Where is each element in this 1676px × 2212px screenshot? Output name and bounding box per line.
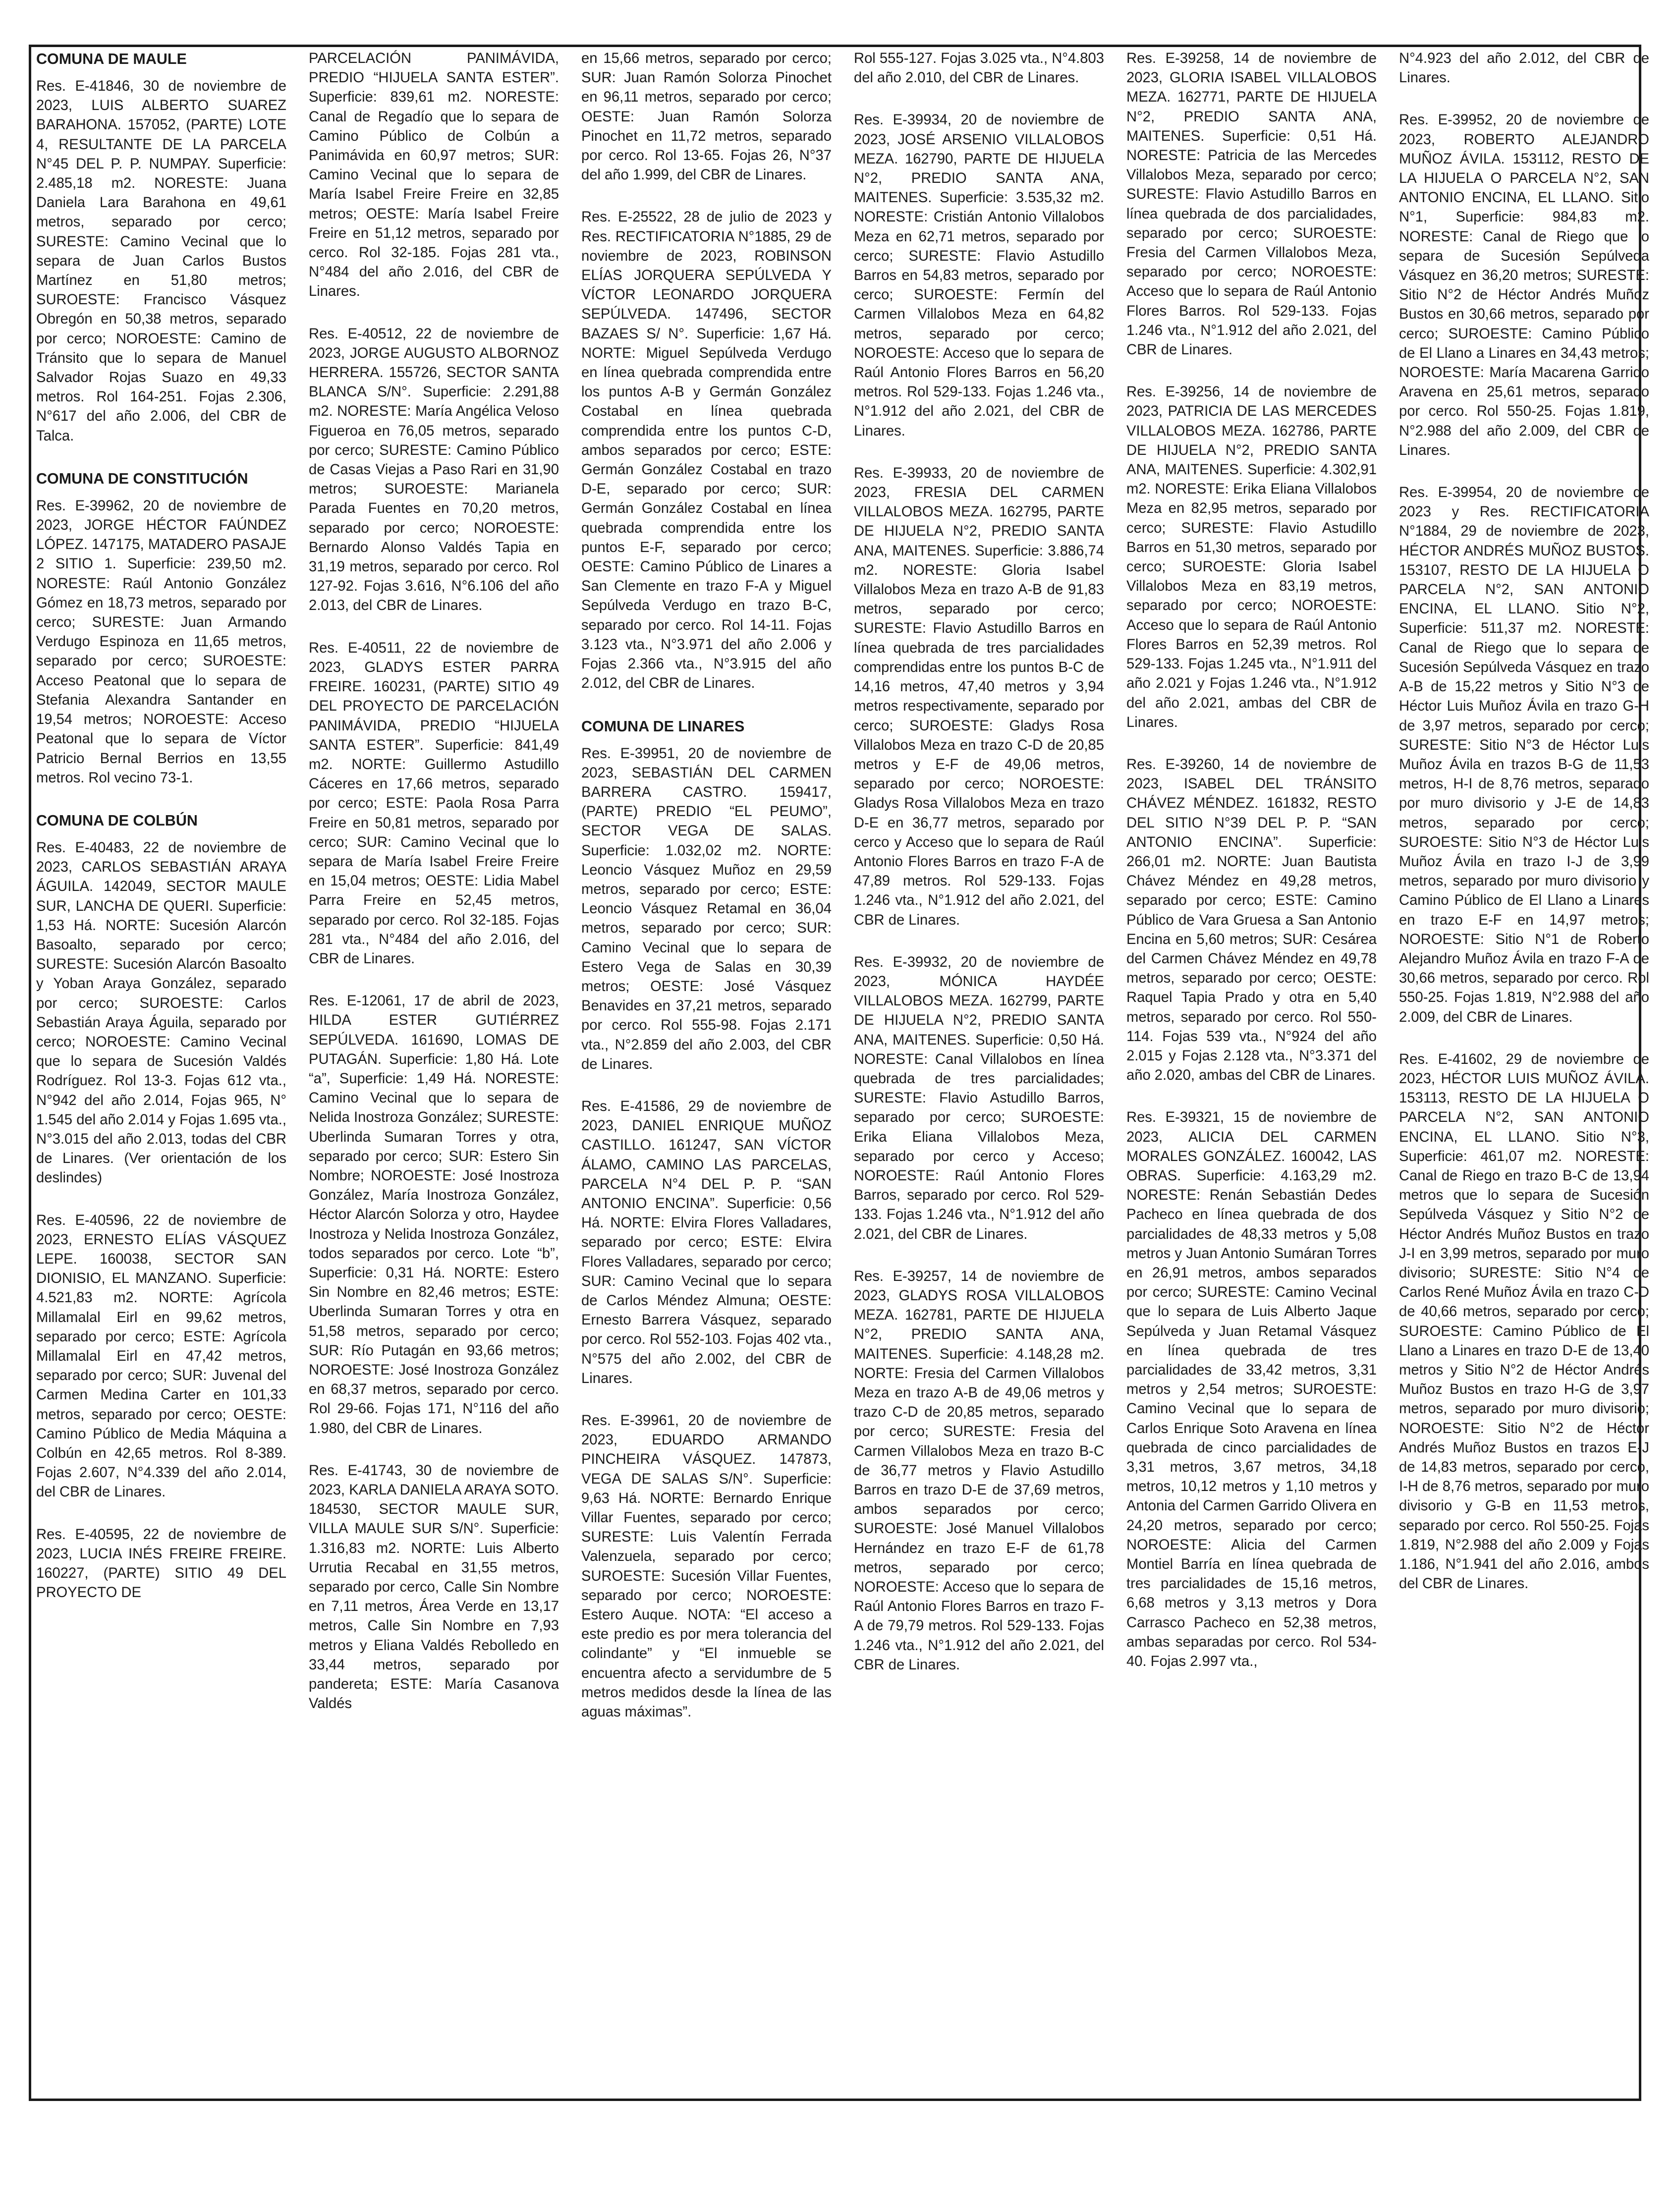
- column-5: [1126, 49, 1377, 2099]
- notice-entry: Res. E-40483, 22 de noviembre de 2023, CARLOS SEBASTIÁN ARAYA ÁGUILA. 142049, SECTOR MAULE SUR, LANCHA DE QUERI. Superficie: 1,53 Há. NORTE: Sucesión Alarcón Basoalto, separado por cerco; SURESTE: Sucesión Alarcón Basoalto y Yoban Araya González, separado por cerco; SUROESTE: Carlos Sebastián Araya Águila, separado por cerco; NOROESTE: Camino Vecinal que lo separa de Sucesión Valdés Rodríguez. Rol 13-3. Fojas 612 vta., N°942 del año 2.014, Fojas 965, N° 1.545 del año 2.014 y Fojas 1.695 vta., N°3.015 del año 2.013, todas del CBR de Linares. (Ver orientación de los deslindes): [36, 839, 286, 1186]
- notice-entry: Res. E-39932, 20 de noviembre de 2023, MÓNICA HAYDÉE VILLALOBOS MEZA. 162799, PARTE DE HIJUELA N°2, PREDIO SANTA ANA, MAITENES. Superficie: 0,50 Há. NORESTE: Canal Villalobos en línea quebrada de tres parcialidades; SURESTE: Flavio Astudillo Barros, separado por cerco; SUROESTE: Erika Eliana Villalobos Meza, separado por cerco y Acceso; NOROESTE: Raúl Antonio Flores Barros, separado por cerco. Rol 529-133. Fojas 1.246 vta., N°1.912 del año 2.021, del CBR de Linares.: [854, 954, 1104, 1242]
- column-4: [854, 49, 1104, 2099]
- notice-entry: Res. E-39952, 20 de noviembre de 2023, ROBERTO ALEJANDRO MUÑOZ ÁVILA. 153112, RESTO DE LA HIJUELA O PARCELA N°2, SAN ANTONIO ENCINA, EL LLANO. Sitio N°1, Superficie: 984,83 m2. NORESTE: Canal de Riego que lo separa de Sucesión Sepúlveda Vásquez en 36,20 metros; SURESTE: Sitio N°2 de Héctor Andrés Muñoz Bustos en 30,66 metros, separado por cerco; SUROESTE: Camino Público de El Llano a Linares en 34,43 metros; NOROESTE: María Macarena Garrido Aravena en 25,61 metros, separado por cerco. Rol 550-25. Fojas 1.819, N°2.988 del año 2.009, del CBR de Linares.: [1399, 112, 1649, 458]
- notice-entry: Res. E-39260, 14 de noviembre de 2023, ISABEL DEL TRÁNSITO CHÁVEZ MÉNDEZ. 161832, RESTO DEL SITIO N°39 DEL P. P. “SAN ANTONIO ENCINA”. Superficie: 266,01 m2. NORTE: Juan Bautista Chávez Méndez en 49,28 metros, separado por cerco; ESTE: Camino Público de Vara Gruesa a San Antonio Encina en 5,60 metros; SUR: Cesárea del Carmen Chávez Méndez en 49,78 metros, separado por cerco; OESTE: Raquel Tapia Prado y otra en 5,40 metros, separado por cerco. Rol 550-114. Fojas 539 vta., N°924 del año 2.015 y Fojas 2.128 vta., N°3.371 del año 2.020, ambas del CBR de Linares.: [1126, 756, 1377, 1084]
- notice-entry: Res. E-41743, 30 de noviembre de 2023, KARLA DANIELA ARAYA SOTO. 184530, SECTOR MAULE SUR, VILLA MAULE SUR S/N°. Superficie: 1.316,83 m2. NORTE: Luis Alberto Urrutia Recabal en 31,55 metros, separado por cerco, Calle Sin Nombre en 7,11 metros, Área Verde en 13,17 metros, Calle Sin Nombre en 7,93 metros y Eliana Valdés Rebolledo en 33,44 metros, separado por pandereta; ESTE: María Casanova Valdés: [309, 1462, 559, 1712]
- notice-entry: Res. E-40512, 22 de noviembre de 2023, JORGE AUGUSTO ALBORNOZ HERRERA. 155726, SECTOR SANTA BLANCA S/N°. Superficie: 2.291,88 m2. NORESTE: María Angélica Veloso Figueroa en 76,05 metros, separado por cerco; SURESTE: Camino Público de Casas Viejas a Paso Rari en 31,90 metros; SUROESTE: Marianela Parada Fuentes en 70,20 metros, separado por cerco; NOROESTE: Bernardo Alonso Valdés Tapia en 31,19 metros, separado por cerco. Rol 127-92. Fojas 3.616, N°6.106 del año 2.013, del CBR de Linares.: [309, 326, 559, 614]
- notice-entry: Res. E-25522, 28 de julio de 2023 y Res. RECTIFICATORIA N°1885, 29 de noviembre de 2023, ROBINSON ELÍAS JORQUERA SEPÚLVEDA Y VÍCTOR LEONARDO JORQUERA SEPÚLVEDA. 147496, SECTOR BAZAES S/ N°. Superficie: 1,67 Há. NORTE: Miguel Sepúlveda Verdugo en línea quebrada comprendida entre los puntos A-B y Germán González Costabal en línea quebrada comprendida entre los puntos C-D, ambos separados por cerco; ESTE: Germán González Costabal en trazo D-E, separado por cerco; SUR: Germán González Costabal en línea quebrada comprendida entre los puntos E-F, separado por cerco; OESTE: Camino Público de Linares a San Clemente en trazo F-A y Miguel Sepúlveda Verdugo en trazo B-C, separado por cerco. Rol 14-11. Fojas 3.123 vta., N°3.971 del año 2.006 y Fojas 2.366 vta., N°3.915 del año 2.012, del CBR de Linares.: [581, 209, 832, 692]
- notice-entry: Res. E-39933, 20 de noviembre de 2023, FRESIA DEL CARMEN VILLALOBOS MEZA. 162795, PARTE DE HIJUELA N°2, PREDIO SANTA ANA, MAITENES. Superficie: 3.886,74 m2. NORESTE: Gloria Isabel Villalobos Meza en trazo A-B de 91,83 metros, separado por cerco; SURESTE: Flavio Astudillo Barros en línea quebrada de tres parcialidades comprendidas entre los puntos B-C de 14,16 metros, 47,40 metros y 3,94 metros respectivamente, separado por cerco; SUROESTE: Gladys Rosa Villalobos Meza en trazo C-D de 20,85 metros y E-F de 49,06 metros, separado por cerco; NOROESTE: Gladys Rosa Villalobos Meza en trazo D-E en 36,77 metros, separado por cerco y Acceso que lo separa de Raúl Antonio Flores Barros en trazo F-A de 47,89 metros. Rol 529-133. Fojas 1.246 vta., N°1.912 del año 2.021, del CBR de Linares.: [854, 465, 1104, 928]
- notice-entry: Res. E-41602, 29 de noviembre de 2023, HÉCTOR LUIS MUÑOZ ÁVILA. 153113, RESTO DE LA HIJUELA O PARCELA N°2, SAN ANTONIO ENCINA, EL LLANO. Sitio N°3, Superficie: 461,07 m2. NORESTE: Canal de Riego en trazo B-C de 13,94 metros que lo separa de Sucesión Sepúlveda Vásquez y Sitio N°2 de Héctor Andrés Muñoz Bustos en trazo J-I en 3,99 metros, separado por muro divisorio; SURESTE: Sitio N°4 de Carlos René Muñoz Ávila en trazo C-D de 40,66 metros, separado por cerco; SUROESTE: Camino Público de El Llano a Linares en trazo D-E de 13,40 metros y Sitio N°2 de Héctor Andrés Muñoz Bustos en trazo H-G de 3,97 metros, separado por muro divisorio; NOROESTE: Sitio N°2 de Héctor Andrés Muñoz Bustos en trazos E-J de 14,83 metros, separado por cerco, I-H de 8,76 metros, separado por muro divisorio y G-B en 11,53 metros, separado por cerco. Rol 550-25. Fojas 1.819, N°2.988 del año 2.009 y Fojas 1.186, N°1.941 del año 2.016, ambos del CBR de Linares.: [1399, 1051, 1649, 1592]
- column-2: [309, 49, 559, 2099]
- notice-entry: Res. E-39257, 14 de noviembre de 2023, GLADYS ROSA VILLALOBOS MEZA. 162781, PARTE DE HIJUELA N°2, PREDIO SANTA ANA, MAITENES. Superficie: 4.148,28 m2. NORTE: Fresia del Carmen Villalobos Meza en trazo A-B de 49,06 metros y trazo C-D de 20,85 metros, separado por cerco; SURESTE: Fresia del Carmen Villalobos Meza en trazo B-C de 36,77 metros y Flavio Astudillo Barros en trazo D-E de 37,69 metros, ambos separados por cerco; SUROESTE: José Manuel Villalobos Hernández en trazo E-F de 61,78 metros, separado por cerco; NOROESTE: Acceso que lo separa de Raúl Antonio Flores Barros en trazo F-A de 79,79 metros. Rol 529-133. Fojas 1.246 vta., N°1.912 del año 2.021, del CBR de Linares.: [854, 1268, 1104, 1673]
- notice-entry: Res. E-39321, 15 de noviembre de 2023, ALICIA DEL CARMEN MORALES GONZÁLEZ. 160042, LAS OBRAS. Superficie: 4.163,29 m2. NORESTE: Renán Sebastián Dedes Pacheco en línea quebrada de dos parcialidades de 48,33 metros y 5,08 metros y Juan Antonio Sumáran Torres en 26,91 metros, ambos separados por cerco; SURESTE: Camino Vecinal que lo separa de Luis Alberto Jaque Sepúlveda y Juan Retamal Vásquez en línea quebrada de tres parcialidades de 33,42 metros, 3,31 metros y 2,54 metros; SUROESTE: Camino Vecinal que lo separa de Carlos Enrique Soto Aravena en línea quebrada de cinco parcialidades de 3,31 metros, 3,67 metros, 34,18 metros, 10,12 metros y 1,10 metros y Antonia del Carmen Garrido Olivera en 24,20 metros, separado por cerco; NOROESTE: Alicia del Carmen Montiel Barría en línea quebrada de tres parcialidades de 15,16 metros, 6,68 metros y 3,13 metros y Dora Carrasco Pacheco en 52,38 metros, ambas separadas por cerco. Rol 534-40. Fojas 2.997 vta.,: [1126, 1109, 1377, 1670]
- notice-entry: Res. E-41586, 29 de noviembre de 2023, DANIEL ENRIQUE MUÑOZ CASTILLO. 161247, SAN VÍCTOR ÁLAMO, CAMINO LAS PARCELAS, PARCELA N°4 DEL P. P. “SAN ANTONIO ENCINA”. Superficie: 0,56 Há. NORTE: Elvira Flores Valladares, separado por cerco; ESTE: Elvira Flores Valladares, separado por cerco; SUR: Camino Vecinal que lo separa de Carlos Méndez Almuna; OESTE: Ernesto Barrera Vásquez, separado por cerco. Rol 552-103. Fojas 402 vta., N°575 del año 2.002, del CBR de Linares.: [581, 1098, 832, 1386]
- section-heading: COMUNA DE LINARES: [581, 718, 745, 735]
- notice-entry: Res. E-39256, 14 de noviembre de 2023, PATRICIA DE LAS MERCEDES VILLALOBOS MEZA. 162786, PARTE DE HIJUELA N°2, PREDIO SANTA ANA, MAITENES. Superficie: 4.302,91 m2. NORESTE: Erika Eliana Villalobos Meza en 82,95 metros, separado por cerco; SURESTE: Flavio Astudillo Barros en 51,30 metros, separado por cerco; SUROESTE: Gloria Isabel Villalobos Meza en 83,19 metros, separado por cerco; NOROESTE: Acceso que lo separa de Raúl Antonio Flores Barros en 52,39 metros. Rol 529-133. Fojas 1.245 vta., N°1.911 del año 2.021 y Fojas 1.246 vta., N°1.912 del año 2.021, ambas del CBR de Linares.: [1126, 384, 1377, 730]
- notice-page: [29, 45, 1649, 2101]
- section-heading: COMUNA DE COLBÚN: [36, 812, 198, 829]
- column-3: [581, 49, 832, 2099]
- notice-entry: Res. E-40511, 22 de noviembre de 2023, GLADYS ESTER PARRA FREIRE. 160231, (PARTE) SITIO 49 DEL PROYECTO DE PARCELACIÓN PANIMÁVIDA, PREDIO “HIJUELA SANTA ESTER”. Superficie: 841,49 m2. NORTE: Guillermo Astudillo Cáceres en 17,66 metros, separado por cerco; ESTE: Paola Rosa Parra Freire en 50,81 metros, separado por cerco; SUR: Camino Vecinal que lo separa de María Isabel Freire Freire en 15,04 metros; OESTE: Lidia Mabel Parra Freire en 52,45 metros, separado por cerco. Rol 32-185. Fojas 281 vta., N°484 del año 2.016, del CBR de Linares.: [309, 640, 559, 967]
- notice-entry: Rol 555-127. Fojas 3.025 vta., N°4.803 del año 2.010, del CBR de Linares.: [854, 51, 1104, 86]
- notice-entry: Res. E-40595, 22 de noviembre de 2023, LUCIA INÉS FREIRE FREIRE. 160227, (PARTE) SITIO 49 DEL PROYECTO DE: [36, 1526, 286, 1601]
- column-6: [1399, 49, 1649, 2099]
- column-1: [36, 49, 286, 2099]
- section-heading: COMUNA DE MAULE: [36, 51, 187, 67]
- notice-entry: Res. E-40596, 22 de noviembre de 2023, ERNESTO ELÍAS VÁSQUEZ LEPE. 160038, SECTOR SAN DIONISIO, EL MANZANO. Superficie: 4.521,83 m2. NORTE: Agrícola Millamalal Eirl en 99,62 metros, separado por cerco; ESTE: Agrícola Millamalal Eirl en 47,42 metros, separado por cerco; SUR: Juvenal del Carmen Medina Carter en 101,33 metros, separado por cerco; OESTE: Camino Público de Media Máquina a Colbún en 42,65 metros. Rol 8-389. Fojas 2.607, N°4.339 del año 2.014, del CBR de Linares.: [36, 1212, 286, 1500]
- section-heading: COMUNA DE CONSTITUCIÓN: [36, 470, 248, 487]
- notice-entry: Res. E-39962, 20 de noviembre de 2023, JORGE HÉCTOR FAÚNDEZ LÓPEZ. 147175, MATADERO PASAJE 2 SITIO 1. Superficie: 239,50 m2. NORESTE: Raúl Antonio González Gómez en 18,73 metros, separado por cerco; SURESTE: Juan Armando Verdugo Espinoza en 11,65 metros, separado por cerco; SUROESTE: Acceso Peatonal que lo separa de Stefania Alexandra Santander en 19,54 metros; NOROESTE: Acceso Peatonal que lo separa de Víctor Patricio Bernal Berrios en 13,55 metros. Rol vecino 73-1.: [36, 498, 286, 786]
- notice-entry: Res. E-39954, 20 de noviembre de 2023 y Res. RECTIFICATORIA N°1884, 29 de noviembre de 2023, HÉCTOR ANDRÉS MUÑOZ BUSTOS. 153107, RESTO DE LA HIJUELA O PARCELA N°2, SAN ANTONIO ENCINA, EL LLANO. Sitio N°2, Superficie: 511,37 m2. NORESTE: Canal de Riego que lo separa de Sucesión Sepúlveda Vásquez en trazo A-B de 15,22 metros y Sitio N°3 de Héctor Luis Muñoz Ávila en trazo G-H de 3,97 metros, separado por cerco; SURESTE: Sitio N°3 de Héctor Luis Muñoz Ávila en trazos B-G de 11,53 metros, H-I de 8,76 metros, separado por muro divisorio y J-E de 14,83 metros, separado por cerco; SUROESTE: Sitio N°3 de Héctor Luis Muñoz Ávila en trazo I-J de 3,99 metros, separado por muro divisorio y Camino Público de El Llano a Linares en trazo E-F en 14,97 metros; NOROESTE: Sitio N°1 de Roberto Alejandro Muñoz Ávila en trazo F-A de 30,66 metros, separado por cerco. Rol 550-25. Fojas 1.819, N°2.988 del año 2.009, del CBR de Linares.: [1399, 485, 1649, 1025]
- notice-entry: Res. E-39258, 14 de noviembre de 2023, GLORIA ISABEL VILLALOBOS MEZA. 162771, PARTE DE HIJUELA N°2, PREDIO SANTA ANA, MAITENES. Superficie: 0,51 Há. NORESTE: Patricia de las Mercedes Villalobos Meza, separado por cerco; SURESTE: Flavio Astudillo Barros en línea quebrada de dos parcialidades, separado por cerco; SUROESTE: Fresia del Carmen Villalobos Meza, separado por cerco; NOROESTE: Acceso que lo separa de Raúl Antonio Flores Barros. Rol 529-133. Fojas 1.246 vta., N°1.912 del año 2.021, del CBR de Linares.: [1126, 51, 1377, 358]
- notice-entry: Res. E-39961, 20 de noviembre de 2023, EDUARDO ARMANDO PINCHEIRA VÁSQUEZ. 147873, VEGA DE SALAS S/N°. Superficie: 9,63 Há. NORTE: Bernardo Enrique Villar Fuentes, separado por cerco; SURESTE: Luis Valentín Ferrada Valenzuela, separado por cerco; SUROESTE: Sucesión Villar Fuentes, separado por cerco; NOROESTE: Estero Auque. NOTA: “El acceso a este predio es por mera tolerancia del colindante” y “El inmueble se encuentra afecto a servidumbre de 5 metros medidos desde la línea de las aguas máximas”.: [581, 1413, 832, 1720]
- notice-entry: Res. E-39934, 20 de noviembre de 2023, JOSÉ ARSENIO VILLALOBOS MEZA. 162790, PARTE DE HIJUELA N°2, PREDIO SANTA ANA, MAITENES. Superficie: 3.535,32 m2. NORESTE: Cristián Antonio Villalobos Meza en 62,71 metros, separado por cerco; SURESTE: Flavio Astudillo Barros en 54,83 metros, separado por cerco; SUROESTE: Fermín del Carmen Villalobos Meza en 64,82 metros, separado por cerco; NOROESTE: Acceso que lo separa de Raúl Antonio Flores Barros en 56,20 metros. Rol 529-133. Fojas 1.246 vta., N°1.912 del año 2.021, del CBR de Linares.: [854, 112, 1104, 439]
- notice-entry: Res. E-41846, 30 de noviembre de 2023, LUIS ALBERTO SUAREZ BARAHONA. 157052, (PARTE) LOTE 4, RESULTANTE DE LA PARCELA N°45 DEL P. P. NUMPAY. Superficie: 2.485,18 m2. NORESTE: Juana Daniela Lara Barahona en 49,61 metros, separado por cerco; SURESTE: Camino Vecinal que lo separa de Juan Carlos Bustos Martínez en 51,80 metros; SUROESTE: Francisco Vásquez Obregón en 50,38 metros, separado por cerco; NOROESTE: Camino de Tránsito que lo separa de Manuel Salvador Rojas Suazo en 49,33 metros. Rol 164-251. Fojas 2.306, N°617 del año 2.006, del CBR de Talca.: [36, 78, 286, 444]
- notice-entry: en 15,66 metros, separado por cerco; SUR: Juan Ramón Solorza Pinochet en 96,11 metros, separado por cerco; OESTE: Juan Ramón Solorza Pinochet en 11,72 metros, separado por cerco. Rol 13-65. Fojas 26, N°37 del año 1.999, del CBR de Linares.: [581, 51, 832, 183]
- notice-entry: PARCELACIÓN PANIMÁVIDA, PREDIO “HIJUELA SANTA ESTER”. Superficie: 839,61 m2. NORESTE: Canal de Regadío que lo separa de Camino Público de Colbún a Panimávida en 60,97 metros; SUR: Camino Vecinal que lo separa de María Isabel Freire Freire en 32,85 metros; OESTE: María Isabel Freire Freire en 51,12 metros, separado por cerco. Rol 32-185. Fojas 281 vta., N°484 del año 2.016, del CBR de Linares.: [309, 51, 559, 300]
- notice-entry: Res. E-39951, 20 de noviembre de 2023, SEBASTIÁN DEL CARMEN BARRERA CASTRO. 159417, (PARTE) PREDIO “EL PEUMO”, SECTOR VEGA DE SALAS. Superficie: 1.032,02 m2. NORTE: Leoncio Vásquez Muñoz en 29,59 metros, separado por cerco; ESTE: Leoncio Vásquez Retamal en 36,04 metros, separado por cerco; SUR: Camino Vecinal que lo separa de Estero Vega de Salas en 30,39 metros; OESTE: José Vásquez Benavides en 37,21 metros, separado por cerco. Rol 555-98. Fojas 2.171 vta., N°2.859 del año 2.003, del CBR de Linares.: [581, 745, 832, 1072]
- notice-entry: N°4.923 del año 2.012, del CBR de Linares.: [1399, 51, 1649, 86]
- notice-entry: Res. E-12061, 17 de abril de 2023, HILDA ESTER GUTIÉRREZ SEPÚLVEDA. 161690, LOMAS DE PUTAGÁN. Superficie: 1,80 Há. Lote “a”, Superficie: 1,49 Há. NORESTE: Camino Vecinal que lo separa de Nelida Inostroza González; SURESTE: Uberlinda Sumaran Torres y otra, separado por cerco; SUR: Estero Sin Nombre; NOROESTE: José Inostroza González, María Inostroza González, Héctor Alarcón Solorza y otro, Haydee Inostroza y Nelida Inostroza González, todos separados por cerco. Lote “b”, Superficie: 0,31 Há. NORTE: Estero Sin Nombre en 82,46 metros; ESTE: Uberlinda Sumaran Torres y otra en 51,58 metros, separado por cerco; SUR: Río Putagán en 93,66 metros; NOROESTE: José Inostroza González en 68,37 metros, separado por cerco. Rol 29-66. Fojas 171, N°116 del año 1.980, del CBR de Linares.: [309, 993, 559, 1437]
